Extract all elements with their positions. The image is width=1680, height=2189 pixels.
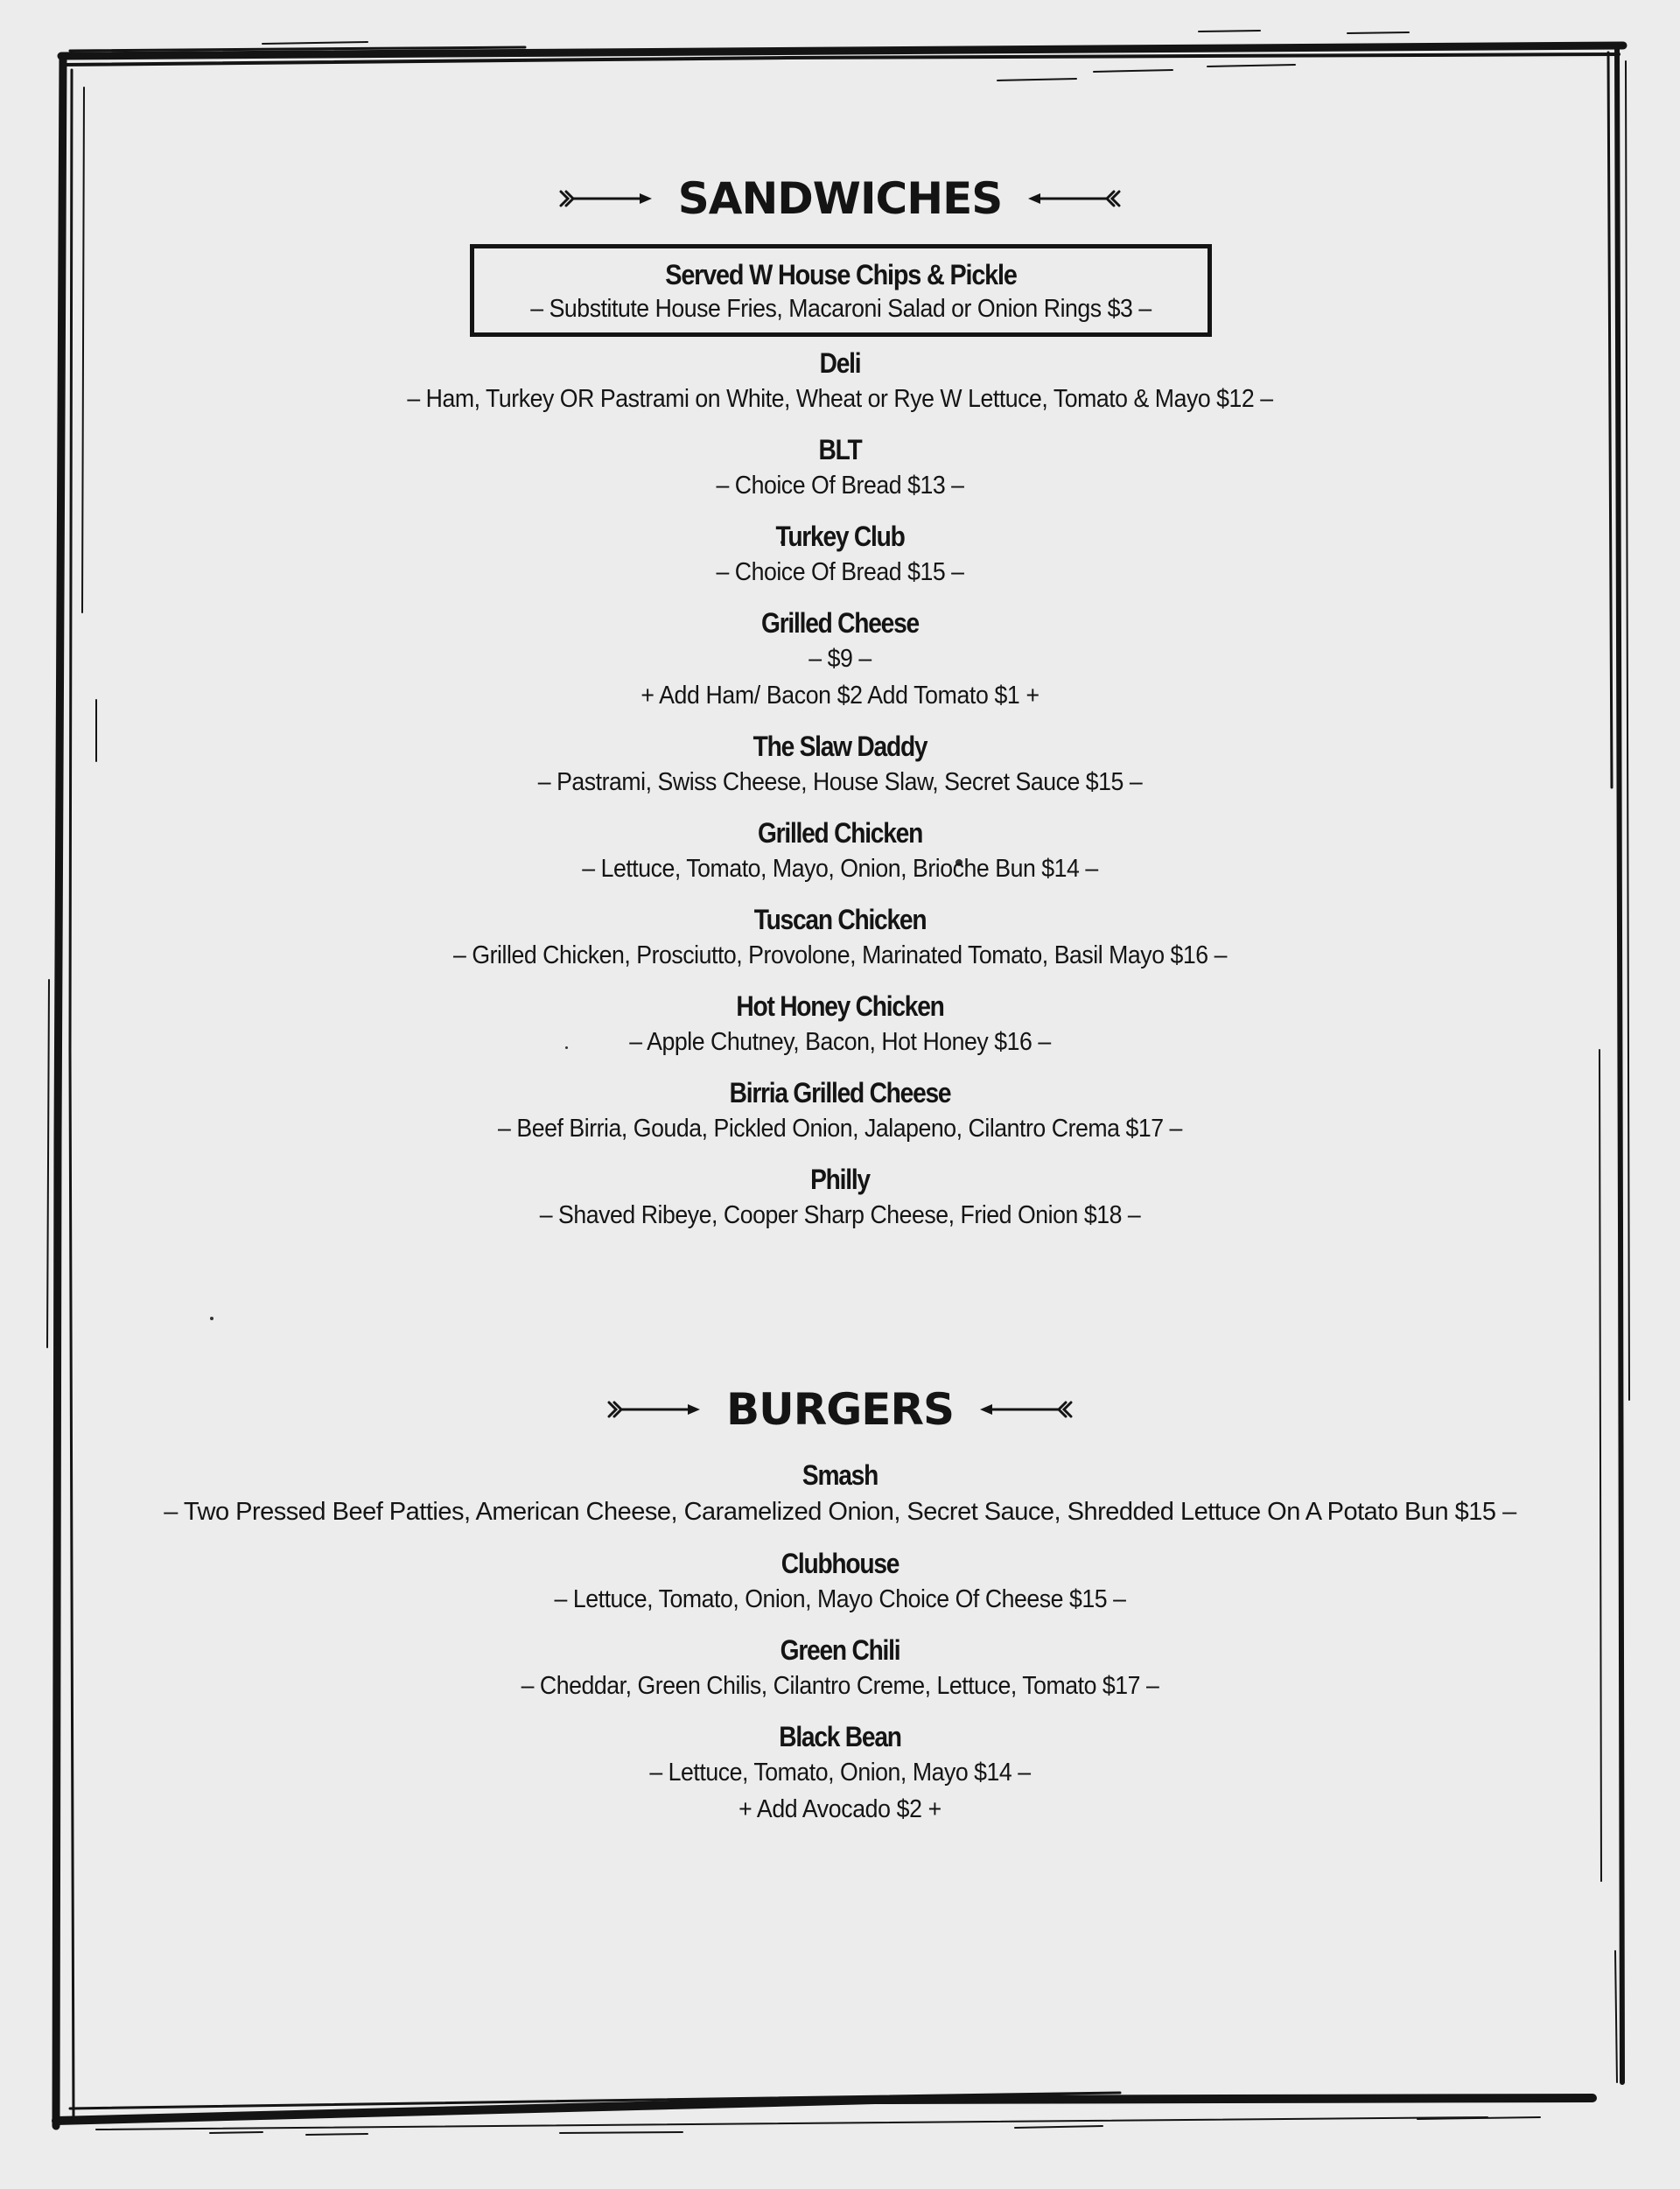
menu-item-birria-grilled-cheese bbox=[0, 1075, 1680, 1147]
item-description: – Shaved Ribeye, Cooper Sharp Cheese, Fried Onion $18 – bbox=[539, 1201, 1141, 1229]
substitute-note: – Substitute House Fries, Macaroni Salad or Onion Rings $3 – bbox=[530, 295, 1152, 323]
item-description: – Lettuce, Tomato, Onion, Mayo Choice Of Cheese $15 – bbox=[554, 1585, 1126, 1613]
item-name: BLT bbox=[818, 434, 862, 465]
arrow-right-icon bbox=[607, 1399, 700, 1420]
item-name: Turkey Club bbox=[775, 521, 905, 552]
burgers-header bbox=[0, 1384, 1680, 1435]
item-description: – Cheddar, Green Chilis, Cilantro Creme, Lettuce, Tomato $17 – bbox=[521, 1672, 1159, 1700]
item-name: The Slaw Daddy bbox=[752, 731, 928, 762]
served-title: Served W House Chips & Pickle bbox=[665, 259, 1017, 290]
menu-item-blt bbox=[0, 432, 1680, 504]
item-name: Grilled Chicken bbox=[757, 817, 923, 849]
item-name: Philly bbox=[810, 1164, 870, 1195]
item-description: – Two Pressed Beef Patties, American Cheese, Caramelized Onion, Secret Sauce, Shredded Lettuce On A Potato Bun $15 – bbox=[164, 1498, 1516, 1526]
item-description: – Choice Of Bread $15 – bbox=[716, 558, 964, 586]
item-description: – Lettuce, Tomato, Onion, Mayo $14 – bbox=[649, 1759, 1031, 1787]
sandwich-list bbox=[0, 346, 1680, 1248]
item-name: Hot Honey Chicken bbox=[736, 990, 944, 1022]
item-description: – Beef Birria, Gouda, Pickled Onion, Jalapeno, Cilantro Crema $17 – bbox=[498, 1115, 1182, 1143]
menu-item-deli bbox=[0, 346, 1680, 417]
item-description: – Grilled Chicken, Prosciutto, Provolone, Marinated Tomato, Basil Mayo $16 – bbox=[453, 941, 1227, 969]
item-name: Smash bbox=[802, 1459, 878, 1491]
item-description: – $9 – bbox=[808, 645, 872, 673]
section-title: SANDWICHES bbox=[677, 173, 1003, 224]
item-name: Birria Grilled Cheese bbox=[729, 1077, 951, 1108]
menu-item-grilled-cheese bbox=[0, 605, 1680, 714]
menu-item-philly bbox=[0, 1162, 1680, 1234]
item-description: – Apple Chutney, Bacon, Hot Honey $16 – bbox=[629, 1028, 1051, 1056]
item-name: Clubhouse bbox=[780, 1548, 900, 1579]
item-name: Grilled Cheese bbox=[761, 607, 919, 639]
menu-item-clubhouse bbox=[0, 1546, 1680, 1618]
menu-item-grilled-chicken bbox=[0, 815, 1680, 887]
item-name: Deli bbox=[819, 347, 861, 379]
menu-item-turkey-club bbox=[0, 519, 1680, 591]
item-description: – Pastrami, Swiss Cheese, House Slaw, Secret Sauce $15 – bbox=[537, 768, 1143, 796]
item-description: – Choice Of Bread $13 – bbox=[716, 472, 964, 500]
arrow-left-icon bbox=[980, 1399, 1073, 1420]
arrow-left-icon bbox=[1028, 188, 1121, 209]
served-with-box bbox=[470, 244, 1212, 337]
menu-item-green-chili bbox=[0, 1633, 1680, 1704]
item-name: Green Chili bbox=[780, 1634, 900, 1666]
section-title: BURGERS bbox=[726, 1384, 954, 1435]
item-name: Tuscan Chicken bbox=[753, 904, 927, 935]
menu-item-smash bbox=[0, 1458, 1680, 1531]
sandwiches-header bbox=[0, 173, 1680, 224]
arrow-right-icon bbox=[559, 188, 652, 209]
menu-item-black-bean bbox=[0, 1719, 1680, 1828]
menu-item-hot-honey-chicken bbox=[0, 989, 1680, 1060]
item-addon: + Add Ham/ Bacon $2 Add Tomato $1 + bbox=[640, 682, 1040, 710]
menu-item-tuscan-chicken bbox=[0, 902, 1680, 974]
item-description: – Ham, Turkey OR Pastrami on White, Wheat or Rye W Lettuce, Tomato & Mayo $12 – bbox=[407, 385, 1273, 413]
item-description: – Lettuce, Tomato, Mayo, Onion, Brioche Bun $14 – bbox=[582, 855, 1098, 883]
item-name: Black Bean bbox=[779, 1721, 901, 1752]
menu-item-slaw-daddy bbox=[0, 729, 1680, 801]
item-addon: + Add Avocado $2 + bbox=[738, 1795, 942, 1823]
ink-speck bbox=[210, 1317, 214, 1320]
burger-list bbox=[0, 1458, 1680, 1843]
